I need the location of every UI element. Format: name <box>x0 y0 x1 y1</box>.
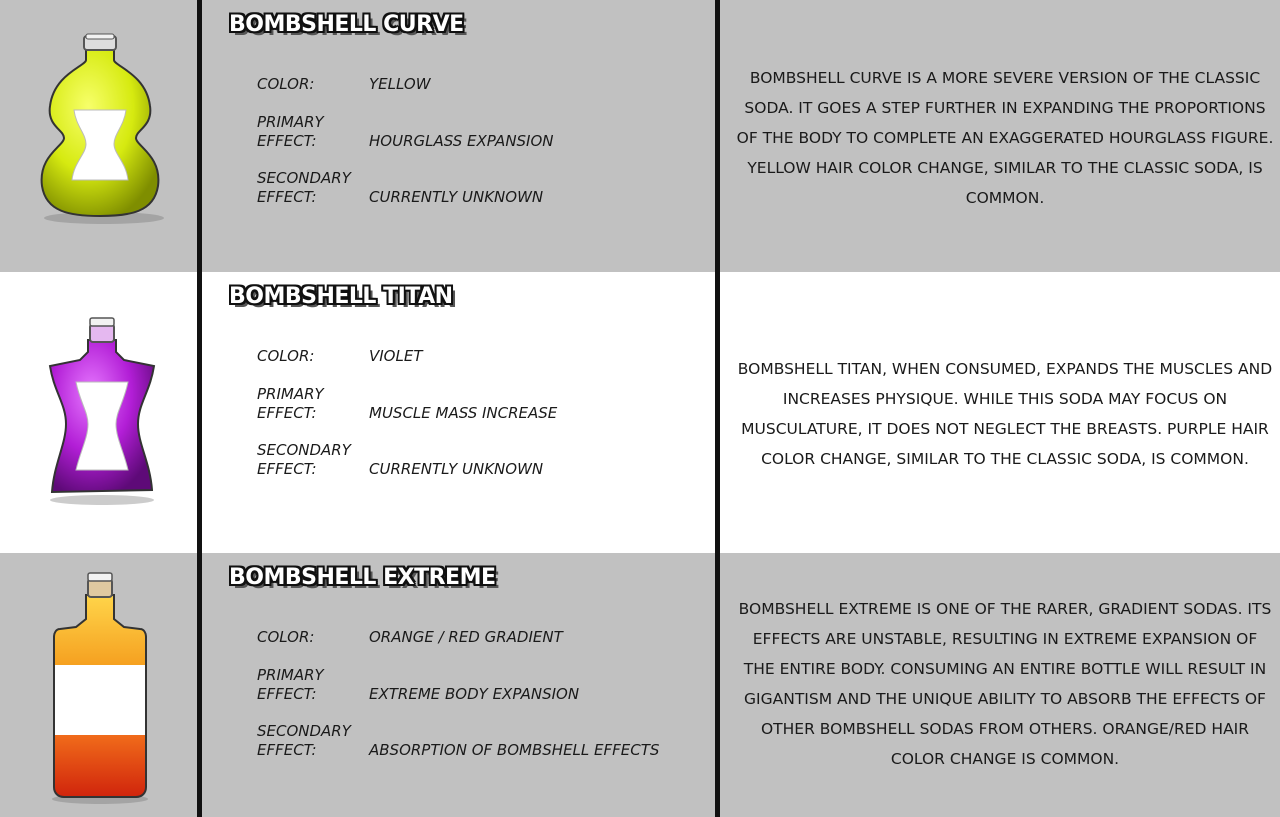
color-value: YELLOW <box>369 75 431 93</box>
column-divider <box>197 0 202 817</box>
primary-label-line1: PRIMARY <box>257 385 324 403</box>
primary-effect-value: EXTREME BODY EXPANSION <box>369 685 580 703</box>
primary-effect-label <box>257 113 324 151</box>
secondary-label-line1: SECONDARY <box>257 441 351 459</box>
secondary-label-line2: EFFECT: <box>257 460 317 478</box>
secondary-label-line1: SECONDARY <box>257 722 351 740</box>
color-label: COLOR: <box>257 628 315 646</box>
secondary-effect-value: CURRENTLY UNKNOWN <box>369 460 544 478</box>
color-label: COLOR: <box>257 347 315 365</box>
secondary-label-line2: EFFECT: <box>257 188 317 206</box>
yellow-hourglass-bottle-icon <box>20 26 180 226</box>
color-label: COLOR: <box>257 75 315 93</box>
secondary-effect-label <box>257 169 351 207</box>
primary-label-line2: EFFECT: <box>257 404 317 422</box>
primary-label-line2: EFFECT: <box>257 132 317 150</box>
violet-bottle-icon <box>20 312 180 512</box>
orange-red-gradient-bottle-icon <box>20 567 180 807</box>
soda-description: BOMBSHELL TITAN, WHEN CONSUMED, EXPANDS THE MUSCLES AND INCREASES PHYSIQUE. WHILE THIS SODA MAY FOCUS ON MUSCULATURE, IT DOES NOT NEGLECT THE BREASTS. PURPLE HAIR COLOR CHANGE, SIMILAR TO THE CLASSIC SODA, IS COMMON. <box>737 360 1273 468</box>
primary-label-line1: PRIMARY <box>257 113 324 131</box>
soda-description: BOMBSHELL EXTREME IS ONE OF THE RARER, GRADIENT SODAS. ITS EFFECTS ARE UNSTABLE, RESULTING IN EXTREME EXPANSION OF THE ENTIRE BODY. CONSUMING AN ENTIRE BOTTLE WILL RESULT IN GIGANTISM AND THE UNIQUE ABILITY TO ABSORB THE EFFECTS OF OTHER BOMBSHELL SODAS FROM OTHERS. ORANGE/RED HAIR COLOR CHANGE IS COMMON. <box>738 600 1272 768</box>
column-divider <box>715 0 720 817</box>
soda-title: BOMBSHELL CURVE <box>229 12 464 37</box>
secondary-effect-label <box>257 722 351 760</box>
soda-description: BOMBSHELL CURVE IS A MORE SEVERE VERSION OF THE CLASSIC SODA. IT GOES A STEP FURTHER IN EXPANDING THE PROPORTIONS OF THE BODY TO COMPLETE AN EXAGGERATED HOURGLASS FIGURE. YELLOW HAIR COLOR CHANGE, SIMILAR TO THE CLASSIC SODA, IS COMMON. <box>736 69 1274 207</box>
soda-row-extreme <box>0 553 1280 817</box>
primary-effect-label <box>257 666 324 704</box>
primary-label-line1: PRIMARY <box>257 666 324 684</box>
primary-effect-value: MUSCLE MASS INCREASE <box>369 404 558 422</box>
soda-title: BOMBSHELL TITAN <box>229 284 453 309</box>
soda-row-titan <box>0 272 1280 553</box>
primary-effect-label <box>257 385 324 423</box>
color-value: VIOLET <box>369 347 423 365</box>
secondary-effect-value: CURRENTLY UNKNOWN <box>369 188 544 206</box>
primary-label-line2: EFFECT: <box>257 685 317 703</box>
color-value: ORANGE / RED GRADIENT <box>369 628 563 646</box>
soda-title: BOMBSHELL EXTREME <box>229 565 496 590</box>
secondary-effect-label <box>257 441 351 479</box>
soda-row-curve <box>0 0 1280 272</box>
secondary-label-line2: EFFECT: <box>257 741 317 759</box>
secondary-label-line1: SECONDARY <box>257 169 351 187</box>
primary-effect-value: HOURGLASS EXPANSION <box>369 132 554 150</box>
secondary-effect-value: ABSORPTION OF BOMBSHELL EFFECTS <box>369 741 660 759</box>
